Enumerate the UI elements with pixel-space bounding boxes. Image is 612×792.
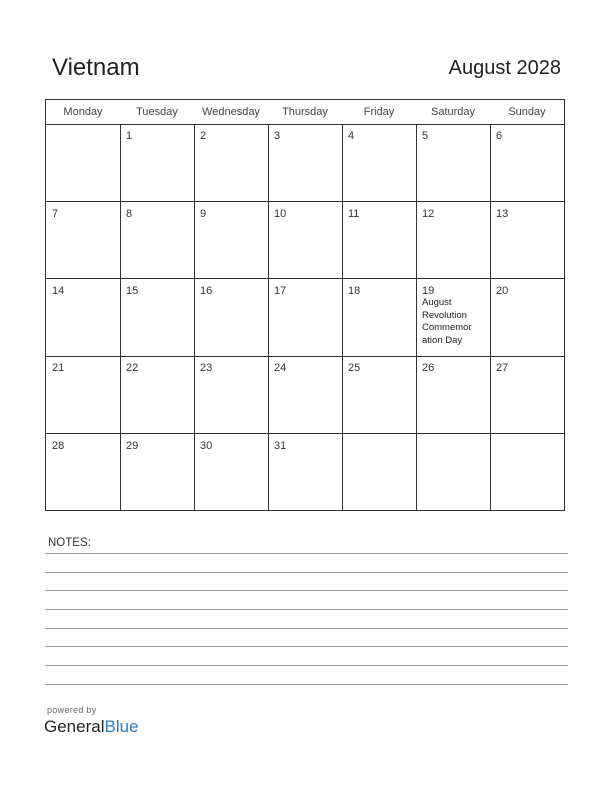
day-number: 8 (126, 208, 133, 220)
note-line (45, 665, 568, 666)
grid-divider (194, 124, 195, 510)
note-line (45, 590, 568, 591)
grid-divider (46, 356, 564, 357)
day-number: 25 (348, 362, 361, 374)
grid-divider (342, 124, 343, 510)
day-number: 9 (200, 208, 207, 220)
day-number: 2 (200, 130, 207, 142)
powered-by-text: powered by (47, 705, 97, 715)
brand-blue: Blue (104, 717, 139, 736)
grid-divider (416, 124, 417, 510)
grid-divider (46, 433, 564, 434)
day-number: 11 (348, 208, 360, 220)
day-number: 24 (274, 362, 287, 374)
note-line (45, 684, 568, 685)
day-number: 19 (422, 285, 435, 297)
calendar-grid (45, 99, 565, 511)
day-number: 7 (52, 208, 59, 220)
note-line (45, 572, 568, 573)
day-number: 3 (274, 130, 281, 142)
holiday-line: Commemor (422, 322, 472, 333)
day-number: 14 (52, 285, 65, 297)
weekday-saturday: Saturday (430, 106, 476, 118)
day-number: 12 (422, 208, 435, 220)
holiday-line: ation Day (422, 334, 463, 346)
day-number: 4 (348, 130, 355, 142)
brand-logo (44, 717, 139, 737)
day-number: 1 (126, 130, 133, 142)
day-number: 28 (52, 440, 65, 452)
holiday-line: Revolution (422, 309, 467, 321)
notes-label: NOTES: (48, 537, 91, 549)
country-title: Vietnam (52, 54, 140, 81)
weekday-sunday: Sunday (508, 106, 546, 118)
day-number: 27 (496, 362, 509, 374)
grid-divider (120, 124, 121, 510)
grid-divider (46, 278, 564, 279)
day-number: 20 (496, 285, 509, 297)
weekday-friday: Friday (363, 106, 395, 118)
note-line (45, 553, 568, 554)
day-number: 6 (496, 130, 503, 142)
weekday-header (46, 100, 564, 125)
brand-general: General (44, 717, 105, 736)
day-number: 5 (422, 130, 429, 142)
day-number: 23 (200, 362, 213, 374)
day-number: 22 (126, 362, 139, 374)
note-line (45, 628, 568, 629)
weekday-monday: Monday (63, 106, 103, 118)
grid-divider (46, 201, 564, 202)
weekday-wednesday: Wednesday (202, 106, 260, 118)
day-number: 18 (348, 285, 361, 297)
grid-divider (268, 124, 269, 510)
day-number: 30 (200, 440, 213, 452)
weekday-thursday: Thursday (282, 106, 328, 118)
weekday-tuesday: Tuesday (136, 106, 178, 118)
month-title: August 2028 (448, 57, 561, 79)
day-number: 26 (422, 362, 435, 374)
note-line (45, 646, 568, 647)
day-number: 15 (126, 285, 139, 297)
day-number: 13 (496, 208, 509, 220)
grid-divider (490, 124, 491, 510)
note-line (45, 609, 568, 610)
day-number: 16 (200, 285, 213, 297)
day-number: 29 (126, 440, 139, 452)
day-number: 10 (274, 208, 287, 220)
holiday-line: August (422, 297, 452, 308)
day-number: 21 (52, 362, 65, 374)
day-number: 17 (274, 285, 287, 297)
day-number: 31 (274, 440, 287, 452)
holiday-label (422, 297, 490, 347)
